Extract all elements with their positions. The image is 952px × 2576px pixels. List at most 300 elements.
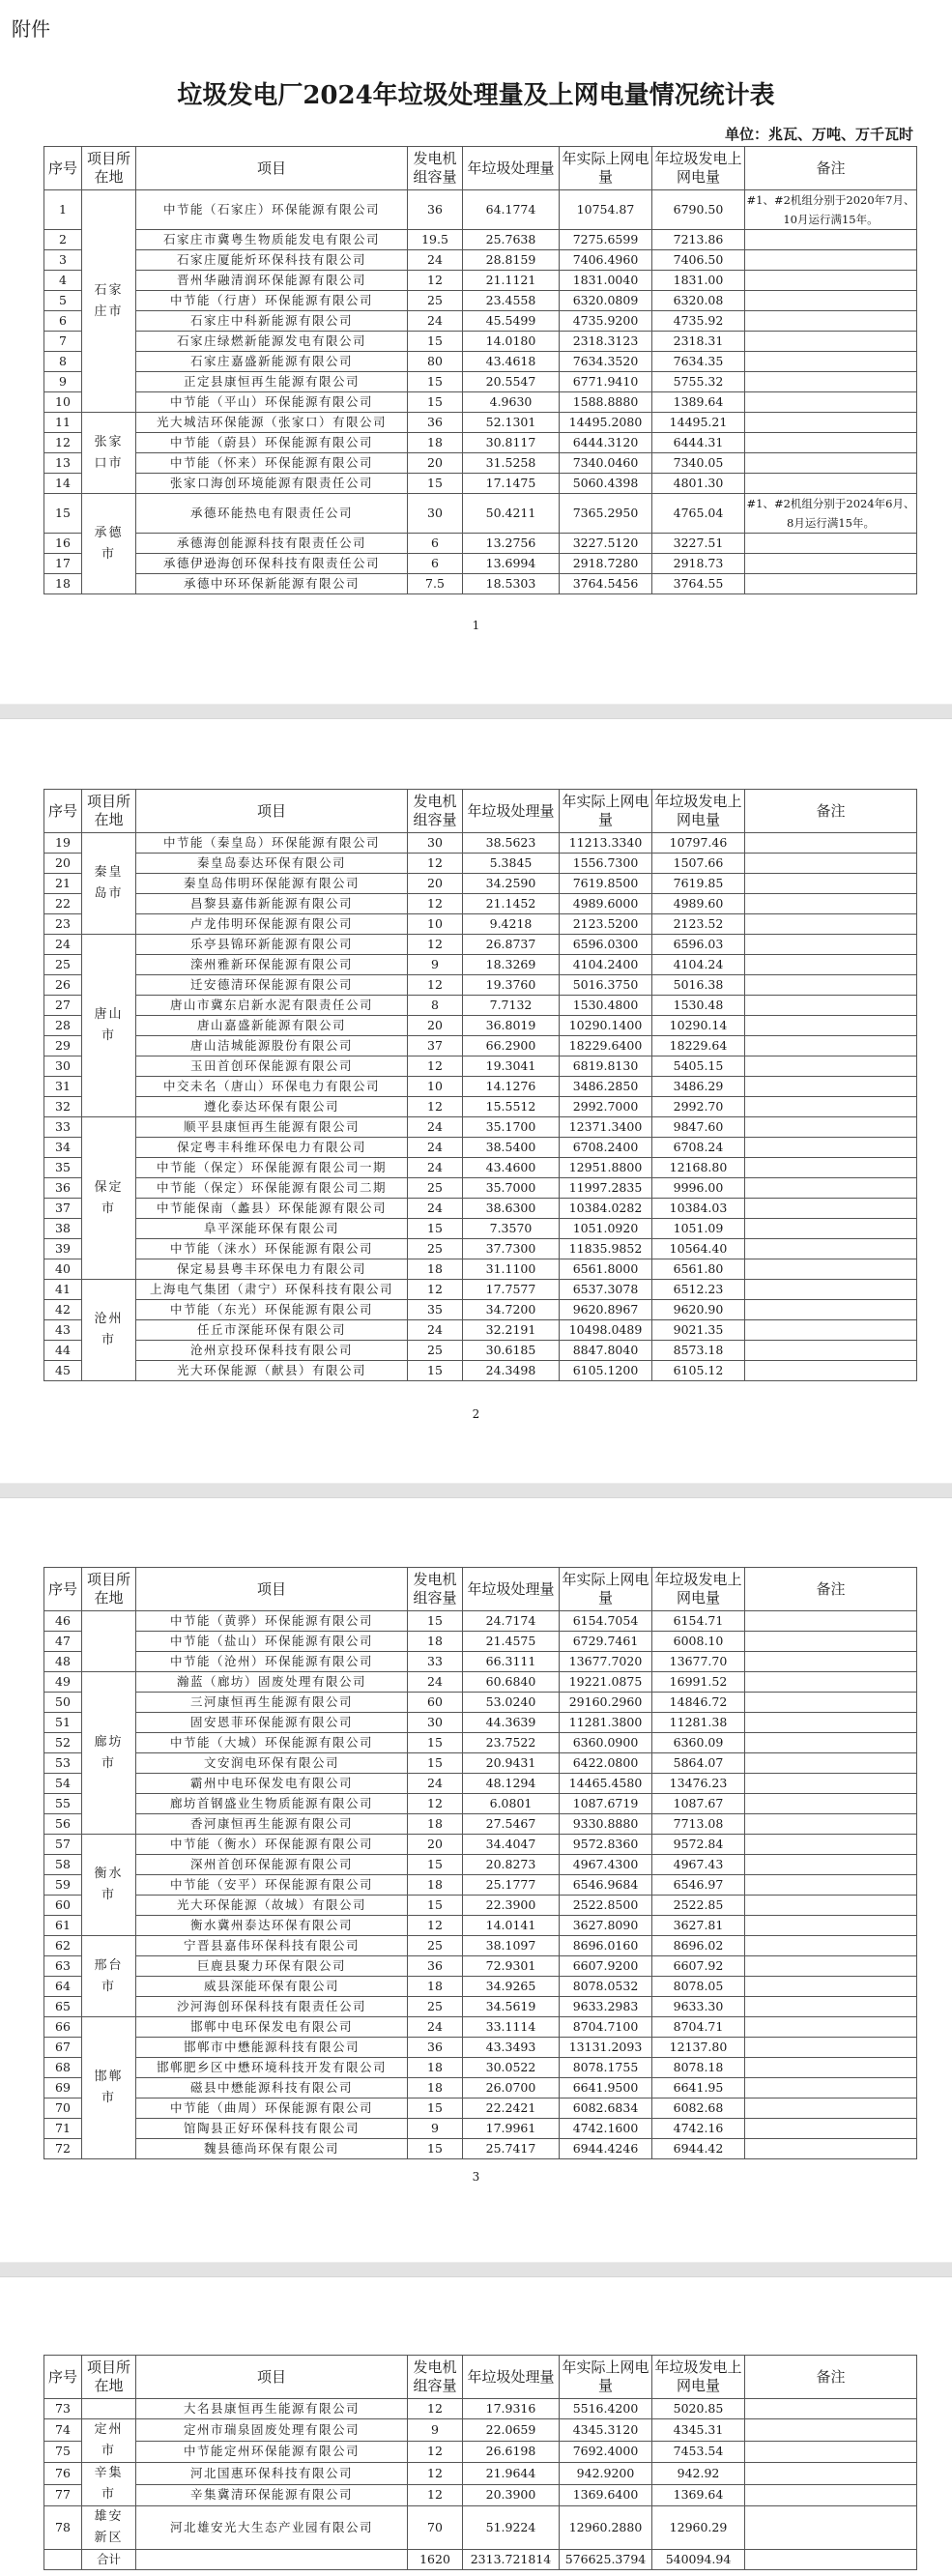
actual-grid-value: 6537.3078 [560,1280,652,1300]
table-row [44,854,917,874]
waste-grid-value: 9996.00 [652,1178,745,1199]
row-number: 14 [44,474,82,494]
project-name: 唐山嘉盛新能源有限公司 [136,1016,408,1036]
header-actual: 年实际上网电量 [560,147,652,190]
waste-grid-value: 9620.90 [652,1300,745,1320]
waste-value: 30.0522 [463,2058,560,2078]
capacity-value: 20 [408,1016,463,1036]
actual-grid-value: 10290.1400 [560,1016,652,1036]
waste-value: 38.5400 [463,1138,560,1158]
table-row [44,2463,917,2485]
waste-value: 22.2421 [463,2098,560,2119]
note-cell [745,1611,917,1632]
row-number: 52 [44,1733,82,1753]
capacity-value: 24 [408,1117,463,1138]
project-name: 玉田首创环保能源有限公司 [136,1056,408,1077]
capacity-value: 12 [408,271,463,291]
capacity-value: 15 [408,1855,463,1875]
waste-value: 72.9301 [463,1956,560,1977]
note-cell [745,2506,917,2550]
table-row [44,2017,917,2038]
waste-value: 51.9224 [463,2506,560,2550]
actual-grid-value: 2522.8500 [560,1896,652,1916]
project-name: 霸州中电环保发电有限公司 [136,1774,408,1794]
capacity-value: 36 [408,413,463,433]
project-name: 定州市瑞泉固废处理有限公司 [136,2419,408,2442]
table-row [44,1036,917,1056]
project-name: 磁县中懋能源科技有限公司 [136,2078,408,2098]
header-actual: 年实际上网电量 [560,1568,652,1611]
note-cell [745,392,917,413]
actual-grid-value: 4989.6000 [560,894,652,914]
actual-grid-value: 6546.9684 [560,1875,652,1896]
waste-grid-value: 16991.52 [652,1672,745,1693]
waste-value: 34.9265 [463,1977,560,1997]
capacity-value: 20 [408,1835,463,1855]
project-name: 上海电气集团（肃宁）环保科技有限公司 [136,1280,408,1300]
waste-grid-value: 9633.30 [652,1997,745,2017]
actual-grid-value: 4345.3120 [560,2419,652,2442]
capacity-value: 12 [408,2484,463,2506]
header-waste: 年垃圾处理量 [463,147,560,190]
actual-grid-value: 1051.0920 [560,1219,652,1239]
note-cell [745,1733,917,1753]
total-capacity: 1620 [408,2550,463,2570]
header-seq: 序号 [44,1568,82,1611]
table-row [44,1916,917,1936]
waste-grid-value: 10564.40 [652,1239,745,1259]
project-name: 中节能（黄骅）环保能源有限公司 [136,1611,408,1632]
project-name: 中节能（行唐）环保能源有限公司 [136,291,408,311]
waste-grid-value: 6082.68 [652,2098,745,2119]
table-header [44,147,917,190]
capacity-value: 36 [408,1956,463,1977]
waste-grid-value: 12960.29 [652,2506,745,2550]
table-row [44,1997,917,2017]
project-name: 承德伊逊海创环保科技有限责任公司 [136,554,408,574]
project-name: 中节能（沧州）环保能源有限公司 [136,1652,408,1672]
region-cell: 唐山市 [82,935,136,1117]
table-row [44,1300,917,1320]
waste-grid-value: 7619.85 [652,874,745,894]
table-row [44,1652,917,1672]
actual-grid-value: 13677.7020 [560,1652,652,1672]
waste-grid-value: 1530.48 [652,996,745,1016]
waste-grid-value: 10384.03 [652,1199,745,1219]
capacity-value: 7.5 [408,574,463,594]
waste-value: 9.4218 [463,914,560,935]
row-number: 69 [44,2078,82,2098]
waste-value: 15.5512 [463,1097,560,1117]
capacity-value: 25 [408,291,463,311]
project-name: 中节能（东光）环保能源有限公司 [136,1300,408,1320]
capacity-value: 6 [408,554,463,574]
row-number: 53 [44,1753,82,1774]
table-row [44,1875,917,1896]
table-row [44,2038,917,2058]
actual-grid-value: 6154.7054 [560,1611,652,1632]
waste-grid-value: 6561.80 [652,1259,745,1280]
actual-grid-value: 3627.8090 [560,1916,652,1936]
page-separator [0,1483,952,1498]
row-number: 66 [44,2017,82,2038]
note-cell [745,1794,917,1814]
note-cell [745,1056,917,1077]
project-name: 秦皇岛伟明环保能源有限公司 [136,874,408,894]
note-cell [745,1977,917,1997]
waste-grid-value: 6512.23 [652,1280,745,1300]
header-note: 备注 [745,147,917,190]
waste-value: 31.5258 [463,453,560,474]
note-cell [745,894,917,914]
table-row [44,352,917,372]
note-cell [745,1855,917,1875]
waste-value: 20.5547 [463,372,560,392]
row-number: 72 [44,2139,82,2159]
note-cell [745,914,917,935]
waste-value: 33.1114 [463,2017,560,2038]
row-number: 44 [44,1341,82,1361]
waste-grid-value: 14846.72 [652,1693,745,1713]
actual-grid-value: 10498.0489 [560,1320,652,1341]
header-grid: 年垃圾发电上网电量 [652,1568,745,1611]
table-row [44,935,917,955]
waste-grid-value: 1831.00 [652,271,745,291]
table-row [44,190,917,230]
capacity-value: 30 [408,833,463,854]
waste-grid-value: 4967.43 [652,1855,745,1875]
capacity-value: 18 [408,2058,463,2078]
header-project: 项目 [136,2356,408,2399]
project-name: 中节能保南（蠡县）环保能源有限公司 [136,1199,408,1219]
row-number: 60 [44,1896,82,1916]
waste-grid-value: 3227.51 [652,534,745,554]
note-cell [745,1259,917,1280]
table-row [44,1753,917,1774]
waste-value: 24.3498 [463,1361,560,1381]
table-row [44,1077,917,1097]
project-name: 魏县德尚环保有限公司 [136,2139,408,2159]
actual-grid-value: 1087.6719 [560,1794,652,1814]
capacity-value: 15 [408,392,463,413]
statistics-table-page-3 [43,1567,917,2159]
actual-grid-value: 6944.4246 [560,2139,652,2159]
waste-value: 18.3269 [463,955,560,975]
actual-grid-value: 4742.1600 [560,2119,652,2139]
waste-value: 44.3639 [463,1713,560,1733]
header-project: 项目 [136,147,408,190]
actual-grid-value: 5016.3750 [560,975,652,996]
waste-grid-value: 8696.02 [652,1936,745,1956]
waste-value: 43.3493 [463,2038,560,2058]
waste-grid-value: 13677.70 [652,1652,745,1672]
waste-value: 25.7638 [463,230,560,250]
waste-value: 34.5619 [463,1997,560,2017]
actual-grid-value: 18229.6400 [560,1036,652,1056]
waste-value: 35.1700 [463,1117,560,1138]
row-number: 46 [44,1611,82,1632]
table-row [44,1056,917,1077]
project-name: 三河康恒再生能源有限公司 [136,1693,408,1713]
waste-grid-value: 8078.18 [652,2058,745,2078]
project-name: 承德中环环保新能源有限公司 [136,574,408,594]
table-row [44,1956,917,1977]
waste-grid-value: 7713.08 [652,1814,745,1835]
row-number: 41 [44,1280,82,1300]
row-number: 56 [44,1814,82,1835]
region-cell: 雄安新区 [82,2506,136,2550]
actual-grid-value: 12960.2880 [560,2506,652,2550]
waste-grid-value: 9021.35 [652,1320,745,1341]
capacity-value: 18 [408,1977,463,1997]
note-cell [745,833,917,854]
actual-grid-value: 6422.0800 [560,1753,652,1774]
total-grid: 540094.94 [652,2550,745,2570]
note-cell [745,1753,917,1774]
table-row [44,1280,917,1300]
note-cell [745,291,917,311]
header-capacity: 发电机组容量 [408,1568,463,1611]
actual-grid-value: 1588.8880 [560,392,652,413]
table-row [44,433,917,453]
note-cell [745,250,917,271]
table-row [44,250,917,271]
header-note: 备注 [745,2356,917,2399]
header-actual: 年实际上网电量 [560,2356,652,2399]
project-name: 石家庄绿燃新能源发电有限公司 [136,332,408,352]
capacity-value: 12 [408,1097,463,1117]
header-grid: 年垃圾发电上网电量 [652,147,745,190]
row-number: 49 [44,1672,82,1693]
project-name: 唐山市冀东启新水泥有限责任公司 [136,996,408,1016]
waste-grid-value: 10797.46 [652,833,745,854]
note-cell [745,534,917,554]
actual-grid-value: 11281.3800 [560,1713,652,1733]
capacity-value: 36 [408,190,463,230]
waste-grid-value: 4735.92 [652,311,745,332]
actual-grid-value: 6771.9410 [560,372,652,392]
waste-value: 24.7174 [463,1611,560,1632]
actual-grid-value: 7692.4000 [560,2441,652,2463]
note-cell [745,474,917,494]
table-row [44,271,917,291]
region-cell: 廊坊市 [82,1672,136,1835]
waste-value: 6.0801 [463,1794,560,1814]
row-number: 68 [44,2058,82,2078]
note-cell [745,554,917,574]
region-cell: 保定市 [82,1117,136,1280]
waste-value: 45.5499 [463,311,560,332]
actual-grid-value: 7619.8500 [560,874,652,894]
row-number: 4 [44,271,82,291]
note-cell [745,1077,917,1097]
capacity-value: 12 [408,935,463,955]
table-row [44,975,917,996]
actual-grid-value: 2992.7000 [560,1097,652,1117]
waste-value: 22.0659 [463,2419,560,2442]
waste-value: 20.9431 [463,1753,560,1774]
actual-grid-value: 1556.7300 [560,854,652,874]
note-cell [745,1219,917,1239]
capacity-value: 25 [408,1936,463,1956]
table-row [44,1158,917,1178]
waste-grid-value: 6444.31 [652,433,745,453]
waste-value: 19.3041 [463,1056,560,1077]
note-cell [745,1178,917,1199]
project-name: 文安润电环保有限公司 [136,1753,408,1774]
table-row [44,1611,917,1632]
row-number: 59 [44,1875,82,1896]
waste-value: 17.9316 [463,2399,560,2419]
project-name: 光大城洁环保能源（张家口）有限公司 [136,413,408,433]
capacity-value: 33 [408,1652,463,1672]
actual-grid-value: 9620.8967 [560,1300,652,1320]
waste-value: 7.7132 [463,996,560,1016]
actual-grid-value: 8078.0532 [560,1977,652,1997]
capacity-value: 24 [408,311,463,332]
waste-grid-value: 1389.64 [652,392,745,413]
header-seq: 序号 [44,790,82,833]
actual-grid-value: 8696.0160 [560,1936,652,1956]
waste-value: 34.2590 [463,874,560,894]
table-header [44,1568,917,1611]
table-row [44,1320,917,1341]
project-name: 馆陶县正好环保科技有限公司 [136,2119,408,2139]
actual-grid-value: 1831.0040 [560,271,652,291]
waste-grid-value: 5020.85 [652,2399,745,2419]
waste-grid-value: 6105.12 [652,1361,745,1381]
row-number: 67 [44,2038,82,2058]
row-number: 13 [44,453,82,474]
row-number: 45 [44,1361,82,1381]
waste-value: 26.8737 [463,935,560,955]
table-row [44,1814,917,1835]
waste-value: 27.5467 [463,1814,560,1835]
waste-value: 34.4047 [463,1835,560,1855]
header-note: 备注 [745,1568,917,1611]
page-2 [0,719,952,1483]
waste-grid-value: 1507.66 [652,854,745,874]
note-cell [745,1835,917,1855]
table-row [44,1016,917,1036]
waste-value: 38.5623 [463,833,560,854]
waste-value: 25.1777 [463,1875,560,1896]
capacity-value: 24 [408,1158,463,1178]
actual-grid-value: 6444.3120 [560,433,652,453]
capacity-value: 15 [408,1753,463,1774]
page-4 [0,2277,952,2576]
note-cell [745,2017,917,2038]
actual-grid-value: 12371.3400 [560,1117,652,1138]
table-row [44,1199,917,1219]
project-name: 昌黎县嘉伟新能源有限公司 [136,894,408,914]
capacity-value: 80 [408,352,463,372]
waste-value: 21.1452 [463,894,560,914]
project-name: 石家庄厦能炘环保科技有限公司 [136,250,408,271]
waste-grid-value: 4989.60 [652,894,745,914]
table-row [44,2419,917,2442]
capacity-value: 18 [408,433,463,453]
capacity-value: 18 [408,1814,463,1835]
actual-grid-value: 19221.0875 [560,1672,652,1693]
capacity-value: 30 [408,1713,463,1733]
note-cell [745,1693,917,1713]
row-number: 47 [44,1632,82,1652]
capacity-value: 70 [408,2506,463,2550]
project-name: 石家庄市冀粤生物质能发电有限公司 [136,230,408,250]
waste-grid-value: 4345.31 [652,2419,745,2442]
waste-value: 21.1121 [463,271,560,291]
note-cell [745,2119,917,2139]
note-cell [745,574,917,594]
region-cell: 衡水市 [82,1835,136,1936]
note-cell [745,1936,917,1956]
waste-value: 34.7200 [463,1300,560,1320]
project-name: 卢龙伟明环保能源有限公司 [136,914,408,935]
note-cell [745,2463,917,2485]
region-cell: 承德市 [82,494,136,594]
actual-grid-value: 1530.4800 [560,996,652,1016]
capacity-value: 37 [408,1036,463,1056]
row-number: 39 [44,1239,82,1259]
region-cell: 沧州市 [82,1280,136,1381]
waste-value: 53.0240 [463,1693,560,1713]
actual-grid-value: 8078.1755 [560,2058,652,2078]
waste-value: 21.4575 [463,1632,560,1652]
capacity-value: 12 [408,894,463,914]
waste-grid-value: 7406.50 [652,250,745,271]
total-row [44,2550,917,2570]
capacity-value: 15 [408,1361,463,1381]
project-name: 张家口海创环境能源有限责任公司 [136,474,408,494]
note-cell [745,1138,917,1158]
project-name: 任丘市深能环保有限公司 [136,1320,408,1341]
row-number: 38 [44,1219,82,1239]
actual-grid-value: 3764.5456 [560,574,652,594]
note-cell [745,1341,917,1361]
capacity-value: 25 [408,1341,463,1361]
project-name: 河北雄安光大生态产业园有限公司 [136,2506,408,2550]
actual-grid-value: 6596.0300 [560,935,652,955]
waste-value: 64.1774 [463,190,560,230]
row-number: 21 [44,874,82,894]
note-cell [745,2139,917,2159]
note-cell [745,433,917,453]
table-header [44,790,917,833]
table-row [44,2078,917,2098]
project-name: 威县深能环保有限公司 [136,1977,408,1997]
row-number: 37 [44,1199,82,1219]
project-name: 保定易县粤丰环保电力有限公司 [136,1259,408,1280]
row-number: 36 [44,1178,82,1199]
waste-grid-value: 18229.64 [652,1036,745,1056]
capacity-value: 12 [408,1916,463,1936]
table-row [44,392,917,413]
waste-value: 7.3570 [463,1219,560,1239]
waste-grid-value: 1051.09 [652,1219,745,1239]
row-number: 23 [44,914,82,935]
capacity-value: 15 [408,372,463,392]
capacity-value: 12 [408,2399,463,2419]
note-cell [745,1916,917,1936]
table-row [44,1733,917,1753]
waste-grid-value: 6641.95 [652,2078,745,2098]
project-name: 中节能（平山）环保能源有限公司 [136,392,408,413]
waste-grid-value: 11281.38 [652,1713,745,1733]
table-row [44,1259,917,1280]
note-cell [745,2484,917,2506]
project-name: 遵化泰达环保有限公司 [136,1097,408,1117]
